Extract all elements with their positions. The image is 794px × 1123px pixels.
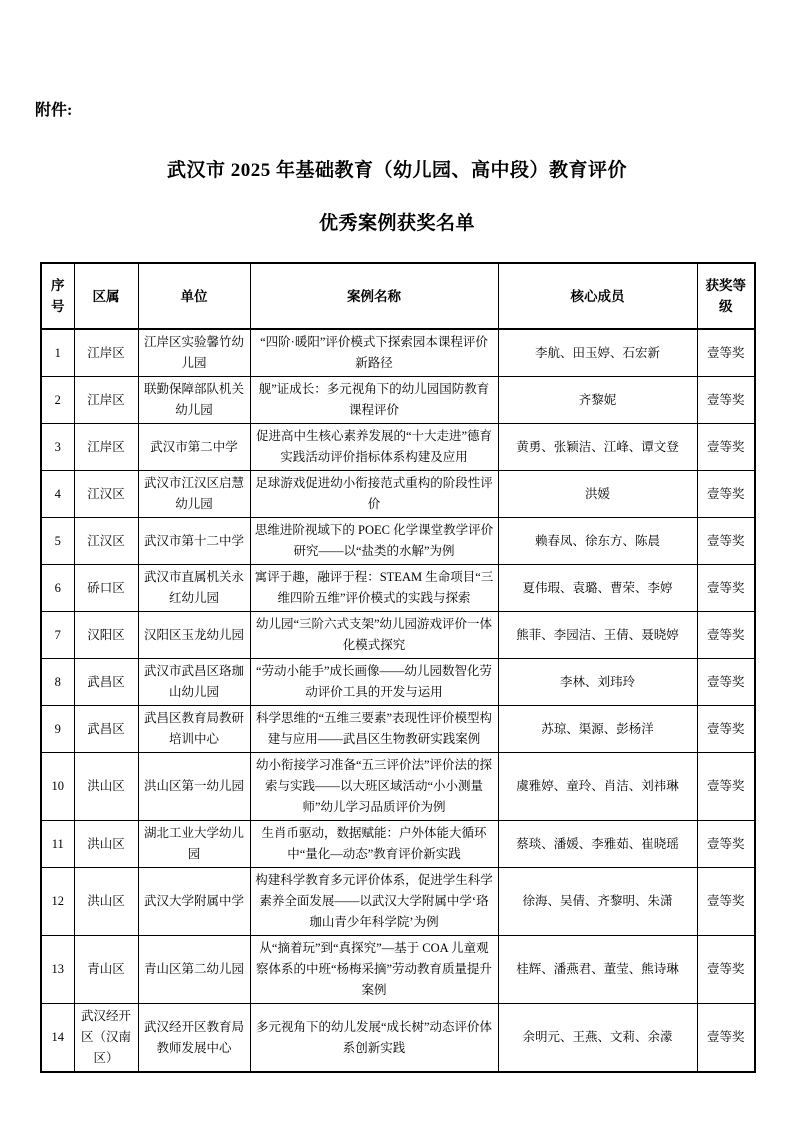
cell-serial: 13 [41, 936, 74, 1004]
header-serial: 序号 [41, 263, 74, 329]
cell-award: 壹等奖 [697, 424, 755, 471]
cell-award: 壹等奖 [697, 753, 755, 821]
cell-award: 壹等奖 [697, 377, 755, 424]
cell-case-name: 促进高中生核心素养发展的“十大走进”德育实践活动评价指标体系构建及应用 [250, 424, 498, 471]
cell-unit: 武汉市江汉区启慧幼儿园 [138, 471, 250, 518]
cell-members: 李林、刘玮玲 [498, 659, 697, 706]
cell-serial: 14 [41, 1004, 74, 1073]
cell-unit: 武汉市武昌区珞珈山幼儿园 [138, 659, 250, 706]
cell-members: 熊菲、李园洁、王倩、聂晓婷 [498, 612, 697, 659]
cell-case-name: 多元视角下的幼儿发展“成长树”动态评价体系创新实践 [250, 1004, 498, 1073]
cell-serial: 9 [41, 706, 74, 753]
cell-unit: 武汉大学附属中学 [138, 868, 250, 936]
cell-case-name: 足球游戏促进幼小衔接范式重构的阶段性评价 [250, 471, 498, 518]
table-row [41, 377, 755, 424]
cell-serial: 1 [41, 329, 74, 377]
cell-unit: 青山区第二幼儿园 [138, 936, 250, 1004]
cell-case-name: 思维进阶视域下的 POEC 化学课堂教学评价研究——以“盐类的水解”为例 [250, 518, 498, 565]
cell-award: 壹等奖 [697, 329, 755, 377]
table-row [41, 329, 755, 377]
header-case-name: 案例名称 [250, 263, 498, 329]
cell-unit: 洪山区第一幼儿园 [138, 753, 250, 821]
cell-case-name: “劳动小能手”成长画像——幼儿园数智化劳动评价工具的开发与运用 [250, 659, 498, 706]
cell-unit: 武昌区教育局教研培训中心 [138, 706, 250, 753]
cell-district: 洪山区 [74, 753, 138, 821]
cell-unit: 武汉市第十二中学 [138, 518, 250, 565]
table-row [41, 565, 755, 612]
table-row [41, 659, 755, 706]
cell-district: 青山区 [74, 936, 138, 1004]
table-row [41, 821, 755, 868]
table-row [41, 868, 755, 936]
cell-award: 壹等奖 [697, 518, 755, 565]
cell-members: 苏琼、渠源、彭杨洋 [498, 706, 697, 753]
cell-award: 壹等奖 [697, 868, 755, 936]
cell-case-name: 幼儿园“三阶六式支架”幼儿园游戏评价一体化模式探究 [250, 612, 498, 659]
header-unit: 单位 [138, 263, 250, 329]
cell-district: 江岸区 [74, 424, 138, 471]
cell-members: 余明元、王燕、文莉、余濛 [498, 1004, 697, 1073]
table-row [41, 518, 755, 565]
cell-serial: 8 [41, 659, 74, 706]
cell-serial: 12 [41, 868, 74, 936]
cell-district: 洪山区 [74, 868, 138, 936]
cell-district: 江汉区 [74, 518, 138, 565]
table-row [41, 471, 755, 518]
cell-unit: 湖北工业大学幼儿园 [138, 821, 250, 868]
cell-unit: 武汉市直属机关永红幼儿园 [138, 565, 250, 612]
cell-award: 壹等奖 [697, 936, 755, 1004]
cell-members: 黄勇、张颖洁、江峰、谭文登 [498, 424, 697, 471]
table-body [41, 329, 755, 1072]
cell-award: 壹等奖 [697, 659, 755, 706]
header-award: 获奖等级 [697, 263, 755, 329]
cell-district: 武汉经开区（汉南区） [74, 1004, 138, 1073]
cell-district: 江汉区 [74, 471, 138, 518]
cell-members: 夏伟瑕、袁璐、曹荣、李婷 [498, 565, 697, 612]
cell-serial: 7 [41, 612, 74, 659]
cell-unit: 武汉经开区教育局教师发展中心 [138, 1004, 250, 1073]
cell-members: 桂辉、潘燕君、董莹、熊诗琳 [498, 936, 697, 1004]
cell-members: 李航、田玉婷、石宏新 [498, 329, 697, 377]
cell-unit: 江岸区实验馨竹幼儿园 [138, 329, 250, 377]
cell-district: 江岸区 [74, 377, 138, 424]
cell-serial: 11 [41, 821, 74, 868]
table-header-row [41, 263, 755, 329]
cell-district: 武昌区 [74, 706, 138, 753]
cell-members: 齐黎妮 [498, 377, 697, 424]
cell-district: 洪山区 [74, 821, 138, 868]
cell-members: 蔡琰、潘媛、李雅茹、崔晓瑶 [498, 821, 697, 868]
cell-award: 壹等奖 [697, 706, 755, 753]
table-row [41, 936, 755, 1004]
cell-case-name: 寓评于趣，融评于程：STEAM 生命项目“三维四阶五维”评价模式的实践与探索 [250, 565, 498, 612]
cell-serial: 4 [41, 471, 74, 518]
cell-unit: 联勤保障部队机关幼儿园 [138, 377, 250, 424]
cell-case-name: 科学思维的“五维三要素”表现性评价模型构建与应用——武昌区生物教研实践案例 [250, 706, 498, 753]
cell-district: 江岸区 [74, 329, 138, 377]
cell-award: 壹等奖 [697, 1004, 755, 1073]
table-row [41, 612, 755, 659]
cell-case-name: 幼小衔接学习准备“五三评价法”评价法的探索与实践——以大班区域活动“小小测量师”幼儿学习品质评价为例 [250, 753, 498, 821]
cell-district: 武昌区 [74, 659, 138, 706]
header-district: 区属 [74, 263, 138, 329]
cell-members: 赖春凤、徐东方、陈晨 [498, 518, 697, 565]
cell-award: 壹等奖 [697, 565, 755, 612]
cell-award: 壹等奖 [697, 612, 755, 659]
cell-award: 壹等奖 [697, 471, 755, 518]
cell-case-name: 从“摘着玩”到“真探究”—基于 COA 儿童观察体系的中班“杨梅采摘”劳动教育质量提升案例 [250, 936, 498, 1004]
cell-award: 壹等奖 [697, 821, 755, 868]
table-row [41, 753, 755, 821]
cell-unit: 武汉市第二中学 [138, 424, 250, 471]
cell-serial: 6 [41, 565, 74, 612]
attachment-label: 附件: [35, 102, 73, 119]
cell-members: 虞雅婷、童玲、肖洁、刘祎琳 [498, 753, 697, 821]
table-row [41, 424, 755, 471]
cell-case-name: 生肖币驱动，数据赋能：户外体能大循环中“量化—动态”教育评价新实践 [250, 821, 498, 868]
cell-serial: 10 [41, 753, 74, 821]
cell-serial: 3 [41, 424, 74, 471]
cell-case-name: 构建科学教育多元评价体系，促进学生科学素养全面发展——以武汉大学附属中学‘珞珈山青少年科学院’为例 [250, 868, 498, 936]
table-row [41, 706, 755, 753]
document-title-line1: 武汉市 2025 年基础教育（幼儿园、高中段）教育评价 [166, 160, 627, 181]
cell-unit: 汉阳区玉龙幼儿园 [138, 612, 250, 659]
document-title-line2: 优秀案例获奖名单 [318, 213, 475, 234]
award-table [40, 262, 756, 1073]
cell-members: 洪媛 [498, 471, 697, 518]
cell-district: 硚口区 [74, 565, 138, 612]
table-row [41, 1004, 755, 1073]
cell-members: 徐海、吴倩、齐黎明、朱潇 [498, 868, 697, 936]
header-members: 核心成员 [498, 263, 697, 329]
cell-serial: 5 [41, 518, 74, 565]
cell-case-name: 舰”证成长：多元视角下的幼儿园国防教育课程评价 [250, 377, 498, 424]
cell-district: 汉阳区 [74, 612, 138, 659]
cell-serial: 2 [41, 377, 74, 424]
cell-case-name: “四阶·暖阳”评价模式下探索园本课程评价新路径 [250, 329, 498, 377]
